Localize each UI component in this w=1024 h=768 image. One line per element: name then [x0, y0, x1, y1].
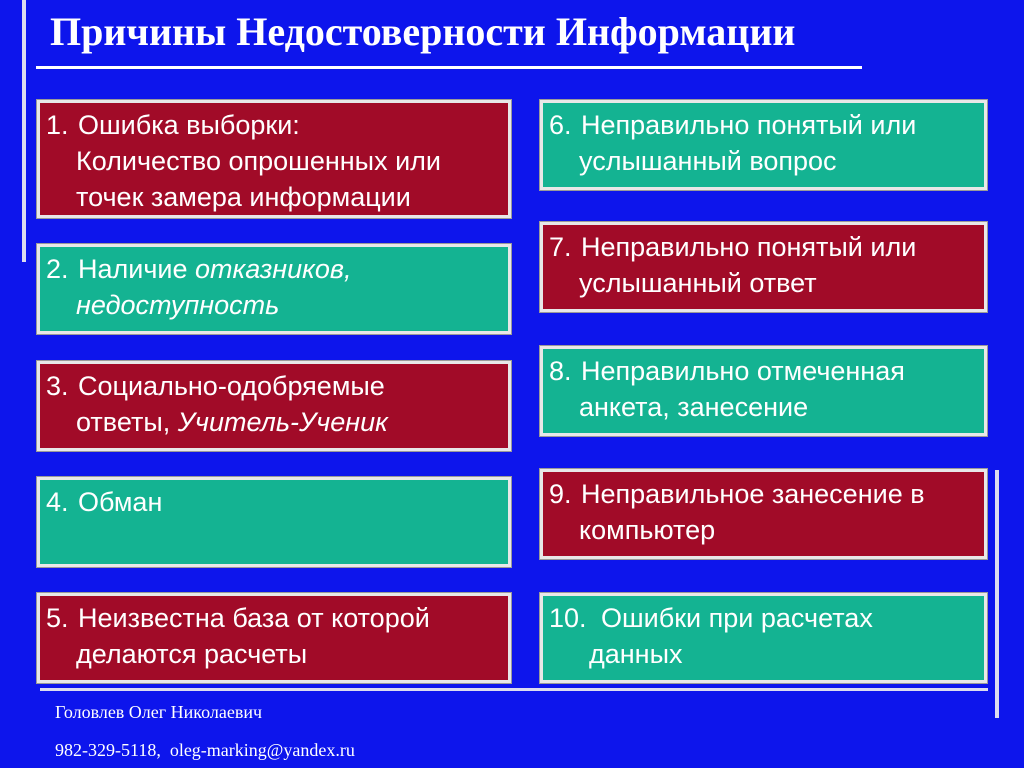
item-8-number: 8.	[549, 356, 572, 386]
item-8-line-2: анкета, занесение	[579, 392, 809, 422]
item-3-line-1: Социально-одобряемые	[78, 371, 385, 401]
item-7-line-1: Неправильно понятый или	[581, 232, 917, 262]
item-8-line-1: Неправильно отмеченная	[581, 356, 905, 386]
item-4	[37, 477, 511, 567]
item-2-text: Наличие	[78, 254, 196, 284]
item-4-line-1: Обман	[78, 487, 163, 517]
item-3	[37, 361, 511, 451]
item-9-line-1: Неправильное занесение в	[581, 479, 925, 509]
item-1-line-1: Ошибка выборки:	[78, 110, 300, 140]
item-7	[540, 222, 987, 312]
item-3-number: 3.	[46, 371, 69, 401]
item-5	[37, 593, 511, 683]
footer-author: Головлев Олег Николаевич	[55, 702, 263, 722]
frame-right-line	[995, 470, 999, 718]
item-2-number: 2.	[46, 254, 69, 284]
item-5-line-1: Неизвестна база от которой	[78, 603, 430, 633]
item-10-line-2: данных	[589, 639, 683, 669]
item-4-number: 4.	[46, 487, 69, 517]
item-2-italic-1: отказников,	[195, 254, 352, 284]
item-2	[37, 244, 511, 334]
item-1-line-2: Количество опрошенных или	[76, 146, 441, 176]
item-6-number: 6.	[549, 110, 572, 140]
item-9-line-2: компьютер	[579, 515, 716, 545]
item-7-line-2: услышанный ответ	[579, 268, 817, 298]
page-title: Причины Недостоверности Информации	[50, 9, 796, 54]
footer-contact: 982-329-5118, oleg-marking@yandex.ru	[55, 740, 355, 760]
item-10-number: 10.	[549, 603, 587, 633]
frame-bottom-line	[40, 688, 988, 691]
item-9	[540, 469, 987, 559]
item-6-line-2: услышанный вопрос	[579, 146, 837, 176]
item-2-italic-2: недоступность	[76, 290, 280, 320]
frame-left-line	[22, 0, 26, 262]
item-1-line-3: точек замера информации	[76, 182, 411, 212]
item-5-line-2: делаются расчеты	[76, 639, 308, 669]
item-5-number: 5.	[46, 603, 69, 633]
item-1	[37, 100, 511, 218]
item-3-line-2: ответы,	[76, 407, 178, 437]
item-1-number: 1.	[46, 110, 69, 140]
title-underline	[36, 66, 862, 69]
item-7-number: 7.	[549, 232, 572, 262]
item-3-italic: Учитель-Ученик	[177, 407, 388, 437]
item-8	[540, 346, 987, 436]
item-10-line-1: Ошибки при расчетах	[601, 603, 873, 633]
item-6	[540, 100, 987, 190]
item-10	[540, 593, 987, 683]
item-6-line-1: Неправильно понятый или	[581, 110, 917, 140]
item-9-number: 9.	[549, 479, 572, 509]
